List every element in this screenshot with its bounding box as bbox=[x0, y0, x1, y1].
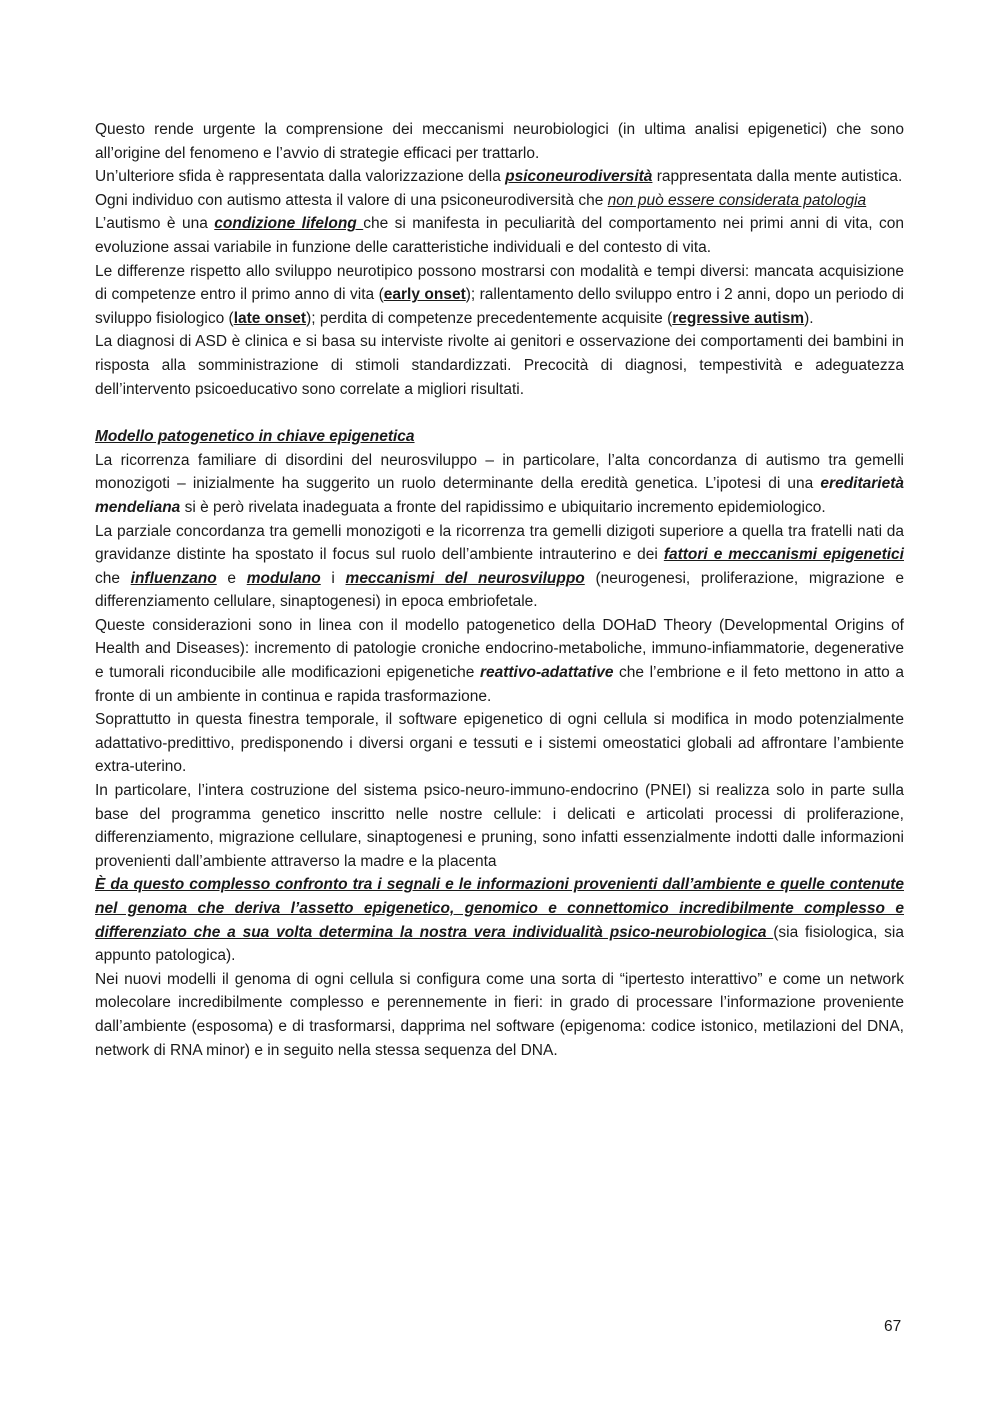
emphasis-term: psiconeurodiversità bbox=[505, 168, 653, 186]
emphasis-term: reattivo-adattative bbox=[479, 664, 614, 682]
section-heading: Modello patogenetico in chiave epigenetica bbox=[95, 428, 415, 446]
document-body bbox=[95, 118, 904, 1062]
emphasis-term: influenzano bbox=[130, 569, 217, 587]
paragraph: È da questo complesso confronto tra i segnali e le informazioni provenienti dall’ambiente e quelle contenute nel genoma che deriva l’assetto epigenetico, genomico e connettomico incredibilmente complesso e differenziato che a sua volta determina la nostra vera individualità psico-neurobiologica (sia fisiologica, sia appunto patologica). bbox=[95, 876, 904, 965]
spacer bbox=[95, 401, 904, 425]
emphasis-term: fattori e meccanismi epigenetici bbox=[663, 546, 904, 564]
paragraph: Soprattutto in questa finestra temporale, il software epigenetico di ogni cellula si modifica in modo potenzialmente adattativo-predittivo, predisponendo i diversi organi e tessuti e i sistemi omeostatici globali ad affrontare l’ambiente extra-uterino. bbox=[95, 711, 904, 776]
paragraph: La diagnosi di ASD è clinica e si basa su interviste rivolte ai genitori e osservazione dei comportamenti dei bambini in risposta alla somministrazione di stimoli standardizzati. Precocità di diagnosi, tempestività e adeguatezza dell’intervento psicoeducativo sono correlate a migliori risultati. bbox=[95, 333, 904, 398]
paragraph: Le differenze rispetto allo sviluppo neurotipico possono mostrarsi con modalità e tempi diversi: mancata acquisizione di competenze entro il primo anno di vita (early onset); rallentamento dello sviluppo entro i 2 anni, dopo un periodo di sviluppo fisiologico (late onset); perdita di competenze precedentemente acquisite (regressive autism). bbox=[95, 262, 904, 327]
emphasis-phrase: non può essere considerata patologia bbox=[607, 191, 867, 209]
page-number: 67 bbox=[884, 1318, 902, 1335]
paragraph: La parziale concordanza tra gemelli monozigoti e la ricorrenza tra gemelli dizigoti superiore a quella tra fratelli nati da gravidanze distinte ha spostato il focus sul ruolo dell’ambiente intrauterino e dei fattori e meccanismi epigenetici che influenzano e modulano i meccanismi del neurosviluppo (neurogenesi, proliferazione, migrazione e differenziamento cellulare, sinaptogenesi) in epoca embriofetale. bbox=[95, 522, 904, 611]
paragraph: Queste considerazioni sono in linea con il modello patogenetico della DOHaD Theory (Developmental Origins of Health and Diseases): incremento di patologie croniche endocrino-metaboliche, immuno-infiammatorie, degenerative e tumorali riconducibile alle modificazioni epigenetiche reattivo-adattative che l’embrione e il feto mettono in atto a fronte di un ambiente in continua e rapida trasformazione. bbox=[95, 616, 904, 705]
paragraph: La ricorrenza familiare di disordini del neurosviluppo – in particolare, l’alta concordanza di autismo tra gemelli monozigoti – inizialmente ha suggerito un ruolo determinante della eredità genetica. L’ipotesi di una ereditarietà mendeliana si è però rivelata inadeguata a fronte del rapidissimo e ubiquitario incremento epidemiologico. bbox=[95, 451, 904, 516]
emphasis-term: regressive autism bbox=[672, 309, 805, 327]
emphasis-term: early onset bbox=[383, 286, 466, 304]
paragraph: Un’ulteriore sfida è rappresentata dalla valorizzazione della psiconeurodiversità rappresentata dalla mente autistica. bbox=[95, 168, 903, 186]
paragraph: Nei nuovi modelli il genoma di ogni cellula si configura come una sorta di “ipertesto interattivo” e come un network molecolare incredibilmente complesso e perennemente in fieri: in grado di processare l’informazione proveniente dall’ambiente (esposoma) e di trasformarsi, dapprima nel software (epigenoma: codice istonico, metilazioni del DNA, network di RNA minor) e in seguito nella stessa sequenza del DNA. bbox=[95, 970, 904, 1059]
paragraph: L’autismo è una condizione lifelong che si manifesta in peculiarità del comportamento nei primi anni di vita, con evoluzione assai variabile in funzione delle caratteristiche individuali e del contesto di vita. bbox=[95, 215, 904, 256]
paragraph: Ogni individuo con autismo attesta il valore di una psiconeurodiversità che non può essere considerata patologia bbox=[95, 191, 867, 209]
paragraph: In particolare, l’intera costruzione del sistema psico-neuro-immuno-endocrino (PNEI) si realizza solo in parte sulla base del programma genetico inscritto nelle nostre cellule: i delicati e articolati processi di proliferazione, differenziamento, migrazione cellulare, sinaptogenesi e pruning, sono infatti essenzialmente indotti dalle informazioni provenienti dall’ambiente attraverso la madre e la placenta bbox=[95, 782, 904, 870]
emphasis-term: modulano bbox=[246, 569, 321, 587]
emphasis-term: meccanismi del neurosviluppo bbox=[345, 569, 585, 587]
paragraph: Questo rende urgente la comprensione dei meccanismi neurobiologici (in ultima analisi epigenetici) che sono all’origine del fenomeno e l’avvio di strategie efficaci per trattarlo. bbox=[95, 121, 904, 162]
emphasis-phrase: È da questo complesso confronto tra i segnali e le informazioni provenienti dall’ambiente e quelle contenute nel genoma che deriva l’assetto epigenetico, genomico e connettomico incredibilmente complesso e differenziato che a sua volta determina la nostra vera individualità psico-neurobiologica bbox=[95, 876, 904, 941]
emphasis-term: late onset bbox=[233, 309, 307, 327]
emphasis-term: ereditarietà mendeliana bbox=[95, 475, 904, 516]
emphasis-term: condizione lifelong bbox=[214, 215, 364, 233]
